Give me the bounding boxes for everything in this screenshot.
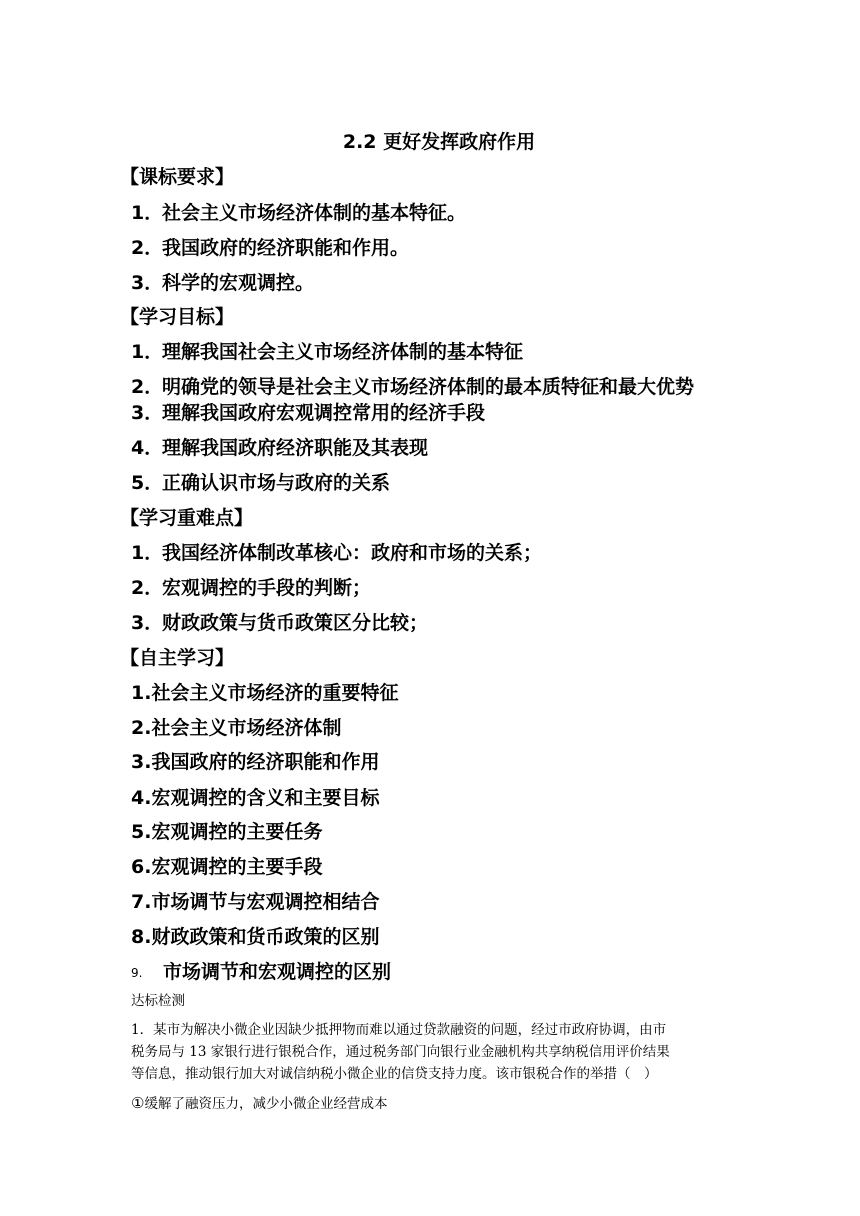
- item-number: 2．: [131, 237, 164, 259]
- option-text: 缓解了融资压力，减少小微企业经营成本: [144, 1096, 388, 1112]
- section-heading-objectives: 【学习目标】: [120, 306, 235, 328]
- question-1-line-1: 1．某市为解决小微企业因缺少抵押物而难以通过贷款融资的问题，经过市政府协调，由市: [131, 1022, 667, 1038]
- objective-item-1: [131, 340, 523, 364]
- item-number: 3．: [131, 272, 164, 294]
- objective-item-2: [131, 375, 694, 399]
- self-study-item-8: 8.财政政策和货币政策的区别: [131, 926, 380, 948]
- item-text: 正确认识市场与政府的关系: [162, 472, 391, 494]
- self-study-item-9-number: 9.: [131, 966, 143, 980]
- objective-item-4: [131, 436, 428, 460]
- self-study-item-5: 5.宏观调控的主要任务: [131, 821, 323, 843]
- self-study-item-4: 4.宏观调控的含义和主要目标: [131, 787, 380, 809]
- item-text: 我国政府的经济职能和作用。: [162, 237, 410, 259]
- item-number: 3．: [131, 402, 164, 424]
- self-study-item-9: 市场调节和宏观调控的区别: [163, 961, 392, 983]
- question-1-line-2: 税务局与 13 家银行进行银税合作，通过税务部门向银行业金融机构共享纳税信用评价结果: [131, 1044, 670, 1060]
- section-heading-self-study: 【自主学习】: [120, 647, 235, 669]
- item-text: 科学的宏观调控。: [162, 272, 315, 294]
- key-point-item-1: [131, 541, 542, 565]
- item-number: 2．: [131, 577, 164, 599]
- item-text: 理解我国社会主义市场经济体制的基本特征: [162, 341, 524, 363]
- key-point-item-2: [131, 576, 371, 600]
- item-number: 1．: [131, 341, 164, 363]
- key-point-item-3: [131, 611, 428, 635]
- document-title: 2.2 更好发挥政府作用: [342, 131, 536, 153]
- self-study-item-1: 1.社会主义市场经济的重要特征: [131, 682, 399, 704]
- item-number: 3．: [131, 612, 164, 634]
- self-study-item-2: 2.社会主义市场经济体制: [131, 717, 342, 739]
- curriculum-item-1: [131, 201, 466, 225]
- item-text: 我国经济体制改革核心：政府和市场的关系；: [162, 542, 543, 564]
- item-text: 理解我国政府宏观调控常用的经济手段: [162, 402, 486, 424]
- item-number: 1．: [131, 542, 164, 564]
- objective-item-5: [131, 471, 390, 495]
- self-study-item-3: 3.我国政府的经济职能和作用: [131, 751, 380, 773]
- item-text: 明确党的领导是社会主义市场经济体制的最本质特征和最大优势: [162, 376, 695, 398]
- item-text: 财政政策与货币政策区分比较；: [162, 612, 429, 634]
- item-number: 1．: [131, 202, 164, 224]
- check-heading: 达标检测: [131, 993, 185, 1009]
- answer-option-1: [131, 1092, 735, 1115]
- item-number: 4．: [131, 437, 164, 459]
- curriculum-item-3: [131, 271, 314, 295]
- question-1-line-3: 等信息，推动银行加大对诚信纳税小微企业的信贷支持力度。该市银税合作的举措（ ）: [131, 1066, 658, 1082]
- item-text: 社会主义市场经济体制的基本特征。: [162, 202, 467, 224]
- curriculum-item-2: [131, 236, 409, 260]
- self-study-item-7: 7.市场调节与宏观调控相结合: [131, 891, 380, 913]
- item-text: 理解我国政府经济职能及其表现: [162, 437, 429, 459]
- self-study-item-6: 6.宏观调控的主要手段: [131, 856, 323, 878]
- option-marker: ①: [131, 1094, 145, 1112]
- section-heading-curriculum: 【课标要求】: [120, 166, 235, 188]
- section-heading-key-points: 【学习重难点】: [120, 507, 254, 529]
- item-number: 5．: [131, 472, 164, 494]
- item-number: 2．: [131, 376, 164, 398]
- objective-item-3: [131, 401, 485, 425]
- item-text: 宏观调控的手段的判断；: [162, 577, 372, 599]
